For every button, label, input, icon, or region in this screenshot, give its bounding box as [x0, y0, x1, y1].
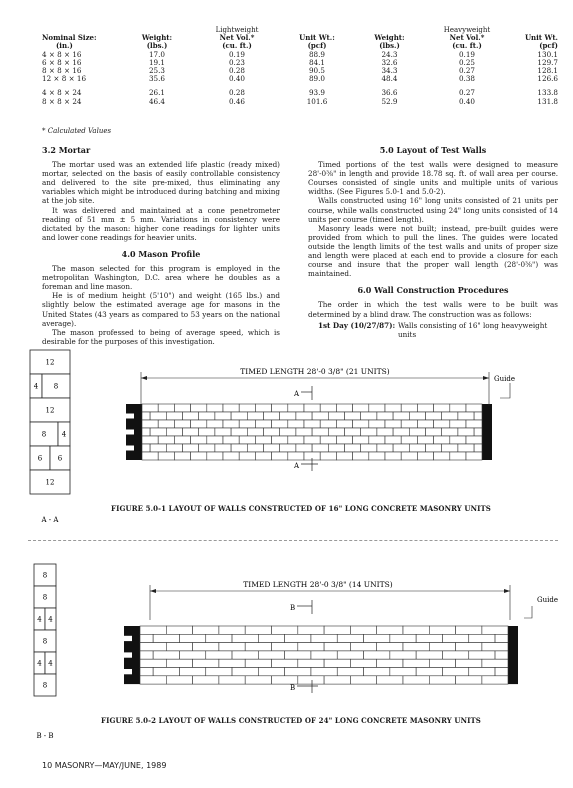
- table-row: [42, 98, 558, 106]
- table-cell: 4 × 8 × 16: [42, 49, 82, 59]
- timed-length-label: TIMED LENGTH 28'-0 3/8" (21 UNITS): [240, 367, 390, 376]
- table-cell: 0.28: [228, 88, 245, 98]
- unit-width-label: 6: [57, 454, 63, 463]
- cut-mark-top: B: [290, 604, 296, 612]
- unit-width-label: 4: [48, 615, 53, 624]
- table-row: [42, 59, 558, 67]
- table-cell: 90.5: [308, 66, 325, 76]
- page-footer: 10 MASONRY—MAY/JUNE, 1989: [42, 761, 167, 770]
- table-cell: 0.25: [458, 57, 475, 67]
- table-cell: 89.0: [308, 74, 325, 84]
- paragraph: The order in which the test walls were to be built was determined by a blind draw. The construction was as follows:: [308, 300, 558, 319]
- col-header: Unit Wt. (pcf): [524, 33, 558, 51]
- table-cell: 25.3: [148, 66, 165, 76]
- section-heading: 6.0 Wall Construction Procedures: [357, 285, 509, 296]
- unit-width-label: 12: [45, 478, 55, 487]
- table-cell: 0.27: [458, 88, 475, 98]
- timed-length-label: TIMED LENGTH 28'-0 3/8" (14 UNITS): [243, 580, 393, 589]
- table-cell: 0.23: [228, 57, 245, 67]
- table-cell: 46.4: [148, 96, 165, 106]
- table-note: * Calculated Values: [42, 127, 112, 135]
- wall-elevation: [126, 404, 492, 460]
- paragraph: The mortar used was an extended life plastic (ready mixed) mortar, selected on the basis of easily controllable consistency and delivered to the site pre-mixed, thus eliminating any variables which might be introduced during batching and mixing at the job site.: [42, 160, 280, 206]
- unit-width-label: 4: [48, 659, 53, 668]
- unit-width-label: 8: [42, 571, 48, 580]
- col-header: Unit Wt.: (pcf): [299, 33, 335, 51]
- unit-properties-table: [42, 26, 558, 106]
- unit-width-label: 12: [45, 406, 55, 415]
- table-cell: 26.1: [148, 88, 165, 98]
- paragraph: The mason selected for this program is employed in the metropolitan Washington, D.C. area where he doubles as a foreman and line mason.: [42, 264, 280, 292]
- table-cell: 133.8: [537, 88, 558, 98]
- col-header: Weight: (lbs.): [141, 33, 173, 51]
- col-header: Net Vol.* (cu. ft.): [219, 33, 255, 51]
- section-label: A - A: [41, 516, 59, 524]
- table-row: [42, 89, 558, 97]
- col-header: Weight: (lbs.): [374, 33, 405, 51]
- cut-mark-bottom: B: [290, 684, 296, 692]
- table-cell: 35.6: [148, 74, 165, 84]
- table-cell: 19.1: [148, 57, 165, 67]
- wall-elevation: [124, 626, 518, 684]
- table-row: [42, 75, 558, 83]
- figure-caption: FIGURE 5.0-1 LAYOUT OF WALLS CONSTRUCTED OF 16" LONG CONCRETE MASONRY UNITS: [111, 504, 491, 513]
- unit-width-label: 8: [41, 430, 47, 439]
- figure-caption: FIGURE 5.0-2 LAYOUT OF WALLS CONSTRUCTED OF 24" LONG CONCRETE MASONRY UNITS: [101, 716, 481, 725]
- table-cell: 128.1: [537, 66, 558, 76]
- unit-width-label: 8: [42, 593, 48, 602]
- paragraph: He is of medium height (5'10") and weight (165 lbs.) and slightly below the estimated average age for masons in the United States (43 years as compared to 53 years on the national average).: [42, 291, 280, 328]
- section-heading: 4.0 Mason Profile: [121, 248, 201, 259]
- table-cell: 32.6: [381, 57, 398, 67]
- paragraph: Walls constructed using 16" long units consisted of 21 units per course, while walls constructed using 24" long units consisted of 14 units per course (timed length).: [308, 196, 558, 224]
- heavyweight-header: Heavyweight: [443, 26, 491, 34]
- unit-width-label: 4: [61, 430, 67, 439]
- table-cell: 0.40: [228, 74, 245, 84]
- table-cell: 0.19: [458, 49, 475, 59]
- unit-width-label: 6: [37, 454, 43, 463]
- unit-width-label: 8: [53, 382, 59, 391]
- cut-mark-top: A: [294, 390, 300, 398]
- table-cell: 8 × 8 × 24: [42, 96, 82, 106]
- table-cell: 6 × 8 × 16: [42, 57, 82, 67]
- unit-width-label: 12: [45, 358, 55, 367]
- table-cell: 129.7: [537, 57, 558, 67]
- table-cell: 0.38: [458, 74, 475, 84]
- paragraph: Masonry leads were not built; instead, pre-built guides were provided from which to pull the lines. The guides were located outside the length limits of the test walls and units of proper size and length were placed at each end to provide a closure for each course and insure that the proper wall length (28'-0⅜") was maintained.: [308, 223, 558, 279]
- paragraph: Timed portions of the test walls were designed to measure 28'-0⅜" in length and provide 18.78 sq. ft. of wall area per course. Courses consisted of single units and multiple units of various widths. (See Figures 5.0-1 and 5.0-2).: [308, 160, 558, 197]
- table-cell: 8 × 8 × 16: [42, 66, 82, 76]
- table-cell: 126.6: [537, 74, 558, 84]
- table-cell: 4 × 8 × 24: [42, 88, 82, 98]
- unit-width-label: 4: [33, 382, 39, 391]
- paragraph: It was delivered and maintained at a cone penetrometer reading of 51 mm ± 5 mm. Variations in consistency were dictated by the mason: higher cone readings for lighter units and lower cone readings for heavier units.: [42, 205, 280, 242]
- table-cell: 0.46: [228, 96, 245, 106]
- table-cell: 88.9: [308, 49, 325, 59]
- table-cell: 24.3: [381, 49, 398, 59]
- lightweight-header: Lightweight: [215, 26, 259, 34]
- table-cell: 48.4: [381, 74, 398, 84]
- schedule-day: 1st Day (10/27/87):: [318, 320, 396, 330]
- table-row: [42, 67, 558, 75]
- table-cell: 17.0: [148, 49, 165, 59]
- section-heading: 3.2 Mortar: [42, 145, 91, 155]
- guide-label: Guide: [537, 596, 558, 604]
- table-cell: 130.1: [537, 49, 558, 59]
- cut-mark-bottom: A: [294, 462, 300, 470]
- table-cell: 34.3: [381, 66, 398, 76]
- table-cell: 0.28: [228, 66, 245, 76]
- table-cell: 0.27: [458, 66, 475, 76]
- col-header: Net Vol.* (cu. ft.): [449, 33, 485, 51]
- table-cell: 36.6: [381, 88, 398, 98]
- table-cell: 0.40: [458, 96, 475, 106]
- table-row: [42, 51, 558, 59]
- unit-width-label: 4: [37, 615, 42, 624]
- table-cell: 12 × 8 × 16: [42, 74, 87, 84]
- section-label: B - B: [36, 732, 54, 740]
- left-column: [42, 146, 280, 346]
- section-b-b: [34, 564, 56, 696]
- unit-width-label: 8: [42, 681, 48, 690]
- col-header: Nominal Size: (in.): [42, 33, 97, 51]
- table-cell: 93.9: [308, 88, 325, 98]
- table-cell: 131.8: [537, 96, 558, 106]
- unit-width-label: 8: [42, 637, 48, 646]
- schedule-item: [308, 321, 558, 339]
- table-cell: 84.1: [308, 57, 325, 67]
- guide-label: Guide: [494, 375, 515, 383]
- table-cell: 101.6: [306, 96, 328, 106]
- right-column: [308, 146, 558, 339]
- unit-width-label: 4: [37, 659, 42, 668]
- divider: [28, 540, 558, 541]
- figure-5-0-1: [0, 346, 573, 526]
- schedule-text: Walls consisting of 16" long heavyweight units: [398, 320, 548, 339]
- section-a-a: [30, 350, 70, 494]
- table-cell: 0.19: [228, 49, 245, 59]
- table-cell: 52.9: [381, 96, 398, 106]
- paragraph: The mason professed to being of average speed, which is desirable for the purposes of this investigation.: [42, 327, 280, 346]
- section-heading: 5.0 Layout of Test Walls: [379, 145, 487, 155]
